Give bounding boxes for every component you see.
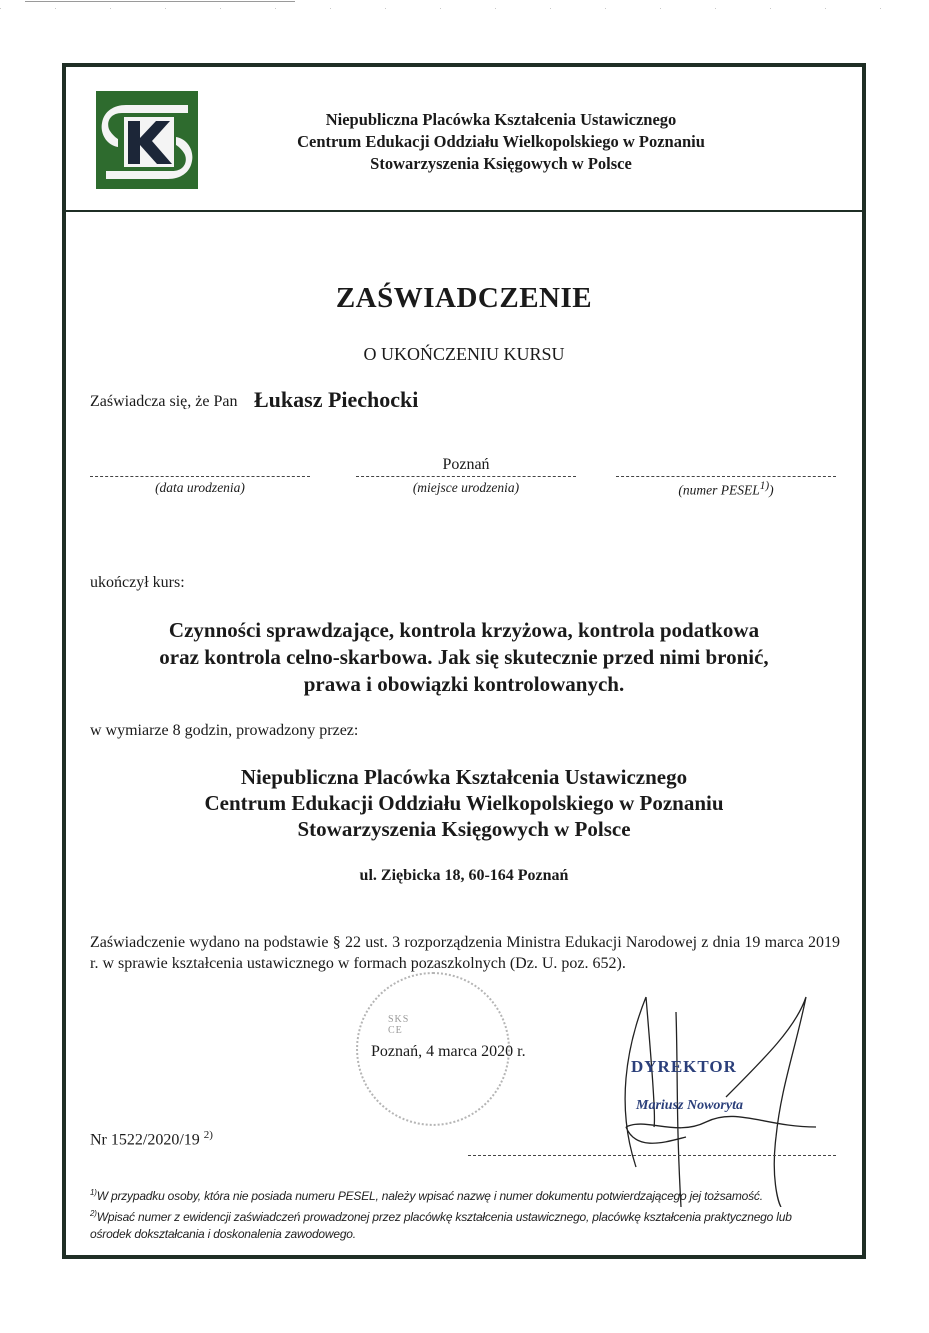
course-line-3: prawa i obowiązki kontrolowanych. (303, 672, 625, 696)
certificate-number-text: Nr 1522/2020/19 (90, 1131, 200, 1149)
header-line-1: Niepubliczna Placówka Kształcenia Ustawicznego (325, 110, 677, 129)
certificate-title: ZAŚWIADCZENIE (335, 282, 593, 314)
footnote-ref-1: 1) (759, 480, 770, 492)
pesel-value (616, 455, 836, 475)
birth-date-label: (data urodzenia) (155, 480, 245, 495)
scan-artifact-dots (0, 8, 929, 9)
legal-basis: Zaświadczenie wydano na podstawie § 22 ust. 3 rozporządzenia Ministra Edukacji Narodowej z dnia 19 marca 2019 r. w sprawie kształcenia ustawicznego w formach pozaszkolnych (Dz. U. poz. 652). (90, 934, 840, 972)
dotted-line (356, 476, 576, 477)
certificate-number (90, 1129, 213, 1149)
organizer-line-1: Niepubliczna Placówka Kształcenia Ustawicznego (240, 765, 688, 789)
stamp-line-2: CE (388, 1025, 403, 1036)
certificate-frame (62, 63, 866, 1259)
director-title: DYREKTOR (631, 1057, 737, 1076)
certificate-header (66, 67, 862, 212)
pesel-label (616, 480, 836, 499)
organizer-address: ul. Ziębicka 18, 60-164 Poznań (359, 867, 569, 884)
stamp-line-1: SKS (388, 1014, 410, 1025)
scan-artifact-line (25, 1, 295, 2)
course-line-2: oraz kontrola celno-skarbowa. Jak się skutecznie przed nimi bronić, (159, 645, 769, 669)
organizer-name (66, 764, 862, 842)
footnote-text: Wpisać numer z ewidencji zaświadczeń prowadzonej przez placówkę kształcenia ustawicznego, placówkę kształcenia praktycznego lub ośrodek dokształcania i doskonalenia zawodowego. (90, 1210, 792, 1241)
birth-date-field (90, 455, 310, 496)
pesel-label-text: (numer PESEL (678, 482, 760, 498)
footnote-2 (90, 1205, 830, 1243)
duration-text: w wymiarze 8 godzin, prowadzony przez: (90, 722, 359, 739)
place-and-date: Poznań, 4 marca 2020 r. (371, 1043, 526, 1060)
dotted-line (616, 476, 836, 477)
pesel-label-end: ) (769, 482, 774, 498)
signature-icon (606, 977, 846, 1207)
course-title (66, 617, 862, 698)
footnote-1 (90, 1184, 830, 1205)
signature-line (468, 1155, 836, 1156)
birth-place-label: (miejsce urodzenia) (412, 480, 520, 495)
dotted-line (90, 476, 310, 477)
header-institution (256, 109, 746, 175)
stamp-text (388, 1014, 409, 1036)
birth-date-value (90, 455, 310, 475)
footnote-ref-2: 2) (203, 1129, 213, 1141)
certificate-subtitle: O UKOŃCZENIU KURSU (363, 344, 565, 364)
footnote-mark: 2) (90, 1209, 97, 1218)
person-name: Łukasz Piechocki (254, 387, 419, 412)
course-line-1: Czynności sprawdzające, kontrola krzyżowa, kontrola podatkowa (168, 618, 760, 642)
sks-logo-icon (96, 91, 198, 189)
birth-place-field (356, 455, 576, 496)
pesel-field (616, 455, 836, 499)
header-line-2: Centrum Edukacji Oddziału Wielkopolskiego w Poznaniu (297, 132, 705, 151)
footnote-mark: 1) (90, 1188, 97, 1197)
certify-text: Zaświadcza się, że Pan (90, 393, 238, 410)
director-name: Mariusz Noworyta (636, 1098, 743, 1113)
footnote-text: W przypadku osoby, która nie posiada numeru PESEL, należy wpisać nazwę i numer dokumentu potwierdzającego jej tożsamość. (96, 1189, 763, 1203)
birth-place-value: Poznań (442, 456, 490, 473)
header-line-3: Stowarzyszenia Księgowych w Polsce (370, 154, 632, 173)
organizer-line-3: Stowarzyszenia Księgowych w Polsce (297, 817, 631, 841)
completed-text: ukończył kurs: (90, 574, 185, 591)
organizer-line-2: Centrum Edukacji Oddziału Wielkopolskiego w Poznaniu (204, 791, 724, 815)
footnotes (90, 1184, 830, 1243)
